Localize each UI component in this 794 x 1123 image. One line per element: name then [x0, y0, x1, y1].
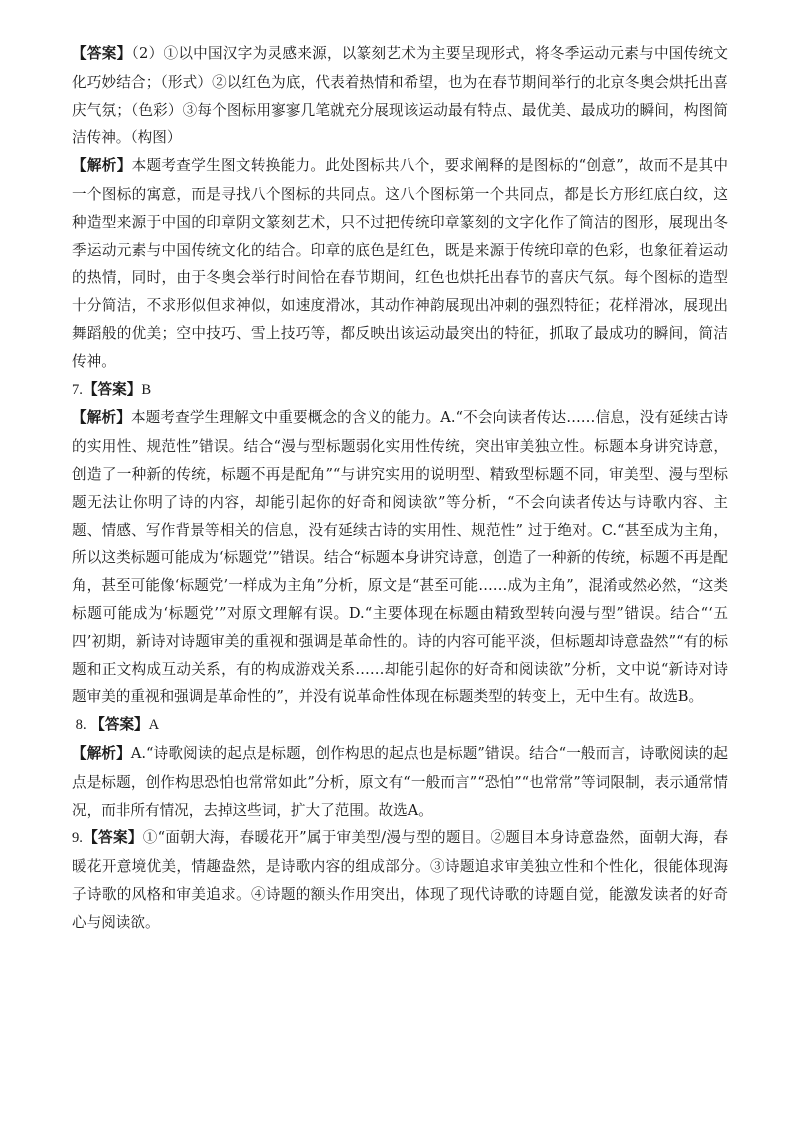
analysis-text: A.“诗歌阅读的起点是标题，创作构思的起点也是标题”错误。结合“一般而言，诗歌阅读的起点是标题，创作构思恐怕也常常如此”分析，原文有“一般而言”“恐怕”“也常常”等词限制，表示通常情况，而非所有情况，去掉这些词，扩大了范围。故选A。 — [72, 744, 728, 819]
answer-9-paragraph — [72, 824, 728, 936]
analysis-text: 本题考查学生理解文中重要概念的含义的能力。A.“不会向读者传达……信息，没有延续古诗的实用性、规范性”错误。结合“漫与型标题弱化实用性传统，突出审美独立性。标题本身讲究诗意，创造了一种新的传统，标题不再是配角”“与讲究实用的说明型、精致型标题不同，审美型、漫与型标题无法让你明了诗的内容，却能引起你的好奇和阅读欲”等分析，“不会向读者传达与诗歌内容、主题、情感、写作背景等相关的信息，没有延续古诗的实用性、规范性” 过于绝对。C.“甚至成为主角，所以这类标题可能成为‘标题党’”错误。结合“标题本身讲究诗意，创造了一种新的传统，标题不再是配角，甚至可能像‘标题党’一样成为主角”分析，原文是“甚至可能……成为主角”，混淆或然必然，“这类标题可能成为‘标题党’”对原文理解有误。D.“主要体现在标题由精致型转向漫与型”错误。结合“‘五四’初期，新诗对诗题审美的重视和强调是革命性的。诗的内容可能平淡，但标题却诗意盎然”“有的标题和正文构成互动关系，有的构成游戏关系……却能引起你的好奇和阅读欲”分析，文中说“新诗对诗题审美的重视和强调是革命性的”，并没有说革命性体现在标题类型的转变上，无中生有。故选B。 — [72, 409, 728, 706]
answer-text: B — [141, 381, 152, 398]
answer-tag: 【答案】 — [82, 829, 143, 847]
analysis-tag: 【解析】 — [72, 744, 131, 762]
answer-6-2-paragraph — [72, 40, 728, 152]
answer-text: ①“面朝大海，春暖花开”属于审美型/漫与型的题目。②题目本身诗意盎然，面朝大海，春暖花开意境优美，情趣盎然，是诗歌内容的组成部分。③诗题追求审美独立性和个性化，很能体现海子诗歌的风格和审美追求。④诗题的额头作用突出，体现了现代诗歌的诗题自觉，能激发读者的好奇心与阅读欲。 — [72, 829, 728, 931]
answer-text: （2）①以中国汉字为灵感来源，以篆刻艺术为主要呈现形式，将冬季运动元素与中国传统文化巧妙结合；（形式）②以红色为底，代表着热情和希望，也为在春节期间举行的北京冬奥会烘托出喜庆气氛；（色彩）③每个图标用寥寥几笔就充分展现该运动最有特点、最优美、最成功的瞬间，构图简洁传神。（构图） — [72, 45, 728, 147]
analysis-6-paragraph — [72, 152, 728, 375]
analysis-tag: 【解析】 — [72, 409, 131, 427]
answer-7-paragraph — [72, 376, 728, 405]
document-page — [72, 40, 728, 937]
question-number: 8. — [72, 717, 91, 734]
analysis-text: 本题考查学生图文转换能力。此处图标共八个，要求阐释的是图标的“创意”，故而不是其中一个图标的寓意，而是寻找八个图标的共同点。这八个图标第一个共同点，都是长方形红底白纹，这种造型来源于中国的印章阴文篆刻艺术，只不过把传统印章篆刻的文字化作了简洁的图形，展现出冬季运动元素与中国传统文化的结合。印章的底色是红色，既是来源于传统印章的色彩，也象征着运动的热情，同时，由于冬奥会举行时间恰在春节期间，红色也烘托出春节的喜庆气氛。每个图标的造型十分简洁，不求形似但求神似，如速度滑冰，其动作神韵展现出冲刺的强烈特征；花样滑冰，展现出舞蹈般的优美；空中技巧、雪上技巧等，都反映出该运动最突出的特征，抓取了最成功的瞬间，简洁传神。 — [72, 157, 728, 370]
question-number: 9. — [72, 830, 83, 847]
answer-8-paragraph — [72, 711, 728, 740]
analysis-tag: 【解析】 — [72, 157, 132, 175]
answer-tag: 【答案】 — [90, 716, 149, 734]
question-number: 7. — [72, 381, 83, 398]
answer-text: A — [148, 717, 160, 734]
answer-tag: 【答案】 — [82, 380, 142, 398]
answer-tag: 【答案】 — [72, 45, 132, 62]
analysis-7-paragraph — [72, 404, 728, 711]
analysis-8-paragraph — [72, 740, 728, 824]
